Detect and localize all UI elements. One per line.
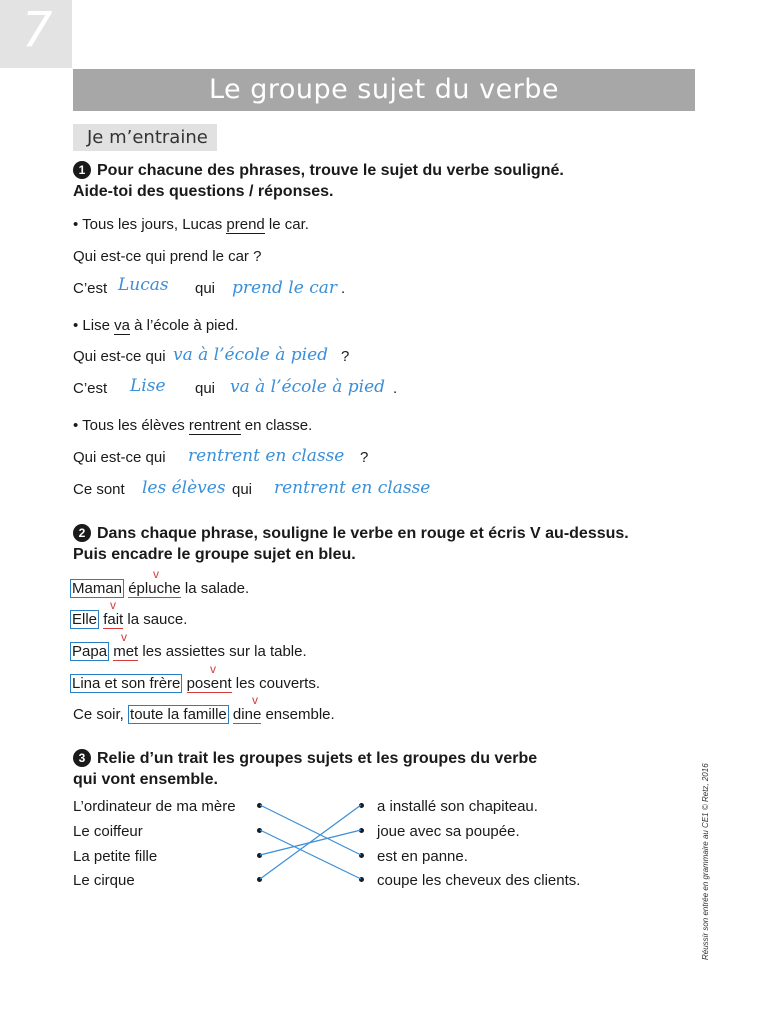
ex2-subject-box-4: Lina et son frère <box>72 675 181 692</box>
ex1-end-1: . <box>341 280 346 297</box>
ex3-right-1: a installé son chapiteau. <box>377 798 538 815</box>
s1-underlined-verb: prend <box>226 216 265 233</box>
ex3-instruction-line1: Relie d’un trait les groupes sujets et les groupes du verbe <box>97 750 538 767</box>
ex3-left-3: La petite fille <box>73 848 158 865</box>
ex3-line-2-4 <box>260 830 361 879</box>
ex2-subject-box-5: toute la famille <box>130 706 227 723</box>
s2-post: à l’école à pied. <box>129 317 239 334</box>
ex3-left-2: Le coiffeur <box>73 823 143 840</box>
ex2-v-mark-2: v <box>110 598 116 612</box>
ex2-verb-1: épluche <box>128 580 181 597</box>
ex3-line-4-1 <box>260 805 361 879</box>
ex1-answer-subject-2: Lise <box>130 376 166 396</box>
s3-underlined-verb: rentrent <box>188 417 241 434</box>
ex1-question-3-pre: Qui est-ce qui <box>73 449 166 466</box>
ex1-instruction-line1: Pour chacune des phrases, trouve le sujet du verbe souligné. <box>97 162 564 179</box>
ex2-number: 2 <box>73 524 91 542</box>
s2-pre: • Lise <box>73 317 115 334</box>
ex2-post-1: la salade. <box>180 580 250 597</box>
ex2-instruction-line1: Dans chaque phrase, souligne le verbe en rouge et écris V au-dessus. <box>97 525 629 542</box>
ex1-qui-3: qui <box>232 481 253 498</box>
page-number: 7 <box>22 2 53 58</box>
ex3-line-1-3 <box>260 805 361 855</box>
ex1-question-3-answer: rentrent en classe <box>188 446 345 466</box>
ex2-post-3: les assiettes sur la table. <box>138 643 307 660</box>
ex2-subject-box-1: Maman <box>72 580 123 597</box>
copyright-credit: Réussir son entrée en grammaire au CE1 © Retz, 2016 <box>701 763 710 960</box>
ex1-question-2-pre: Qui est-ce qui <box>73 348 166 365</box>
s3-post: en classe. <box>240 417 313 434</box>
ex1-cest-2: C’est <box>73 380 108 397</box>
s3-pre: • Tous les élèves <box>73 417 189 434</box>
ex3-right-2: joue avec sa poupée. <box>377 823 520 840</box>
ex1-answer-verb-2: va à l’école à pied <box>230 377 386 397</box>
ex1-answer-verb-1: prend le car <box>232 278 337 298</box>
ex2-v-mark-1: v <box>153 567 159 581</box>
ex3-number: 3 <box>73 749 91 767</box>
ex3-left-4: Le cirque <box>73 872 135 889</box>
ex2-verb-5: dine <box>232 706 262 723</box>
ex1-question-2-mark: ? <box>341 348 350 365</box>
s2-underlined-verb: va <box>114 317 130 334</box>
ex1-answer-verb-3: rentrent en classe <box>274 478 431 498</box>
section-label: Je m’entraine <box>87 127 208 148</box>
s1-pre: • Tous les jours, Lucas <box>73 216 227 233</box>
ex3-right-4: coupe les cheveux des clients. <box>377 872 581 889</box>
ex2-verb-4: posent <box>186 675 232 692</box>
ex2-post-5: ensemble. <box>261 706 335 723</box>
ex2-verb-3: met <box>113 643 139 660</box>
ex2-v-mark-5: v <box>252 693 258 707</box>
s1-post: le car. <box>264 216 309 233</box>
ex2-subject-box-2: Elle <box>72 611 98 628</box>
ex1-end-2: . <box>393 380 398 397</box>
ex3-instruction-line2: qui vont ensemble. <box>73 771 218 788</box>
ex2-post-2: la sauce. <box>123 611 188 628</box>
ex1-qui-2: qui <box>195 380 216 397</box>
ex1-question-1: Qui est-ce qui prend le car ? <box>73 248 262 265</box>
ex1-cest-1: C’est <box>73 280 108 297</box>
ex1-qui-1: qui <box>195 280 216 297</box>
ex1-question-2-answer: va à l’école à pied <box>173 345 329 365</box>
ex2-pre-5: Ce soir, <box>73 706 129 723</box>
ex3-left-1: L’ordinateur de ma mère <box>73 798 236 815</box>
ex1-answer-subject-3: les élèves <box>142 478 226 498</box>
ex2-v-mark-3: v <box>121 630 127 644</box>
ex1-number: 1 <box>73 161 91 179</box>
ex2-post-4: les couverts. <box>231 675 320 692</box>
ex1-ce-sont-3: Ce sont <box>73 481 125 498</box>
ex1-answer-subject-1: Lucas <box>118 275 169 295</box>
ex1-instruction-line2: Aide-toi des questions / réponses. <box>73 183 334 200</box>
ex1-question-3-mark: ? <box>360 449 369 466</box>
ex2-v-mark-4: v <box>210 662 216 676</box>
ex2-instruction-line2: Puis encadre le groupe sujet en bleu. <box>73 546 356 563</box>
ex2-verb-2: fait <box>103 611 124 628</box>
ex3-right-3: est en panne. <box>377 848 468 865</box>
page-title: Le groupe sujet du verbe <box>208 74 560 105</box>
ex2-subject-box-3: Papa <box>72 643 108 660</box>
